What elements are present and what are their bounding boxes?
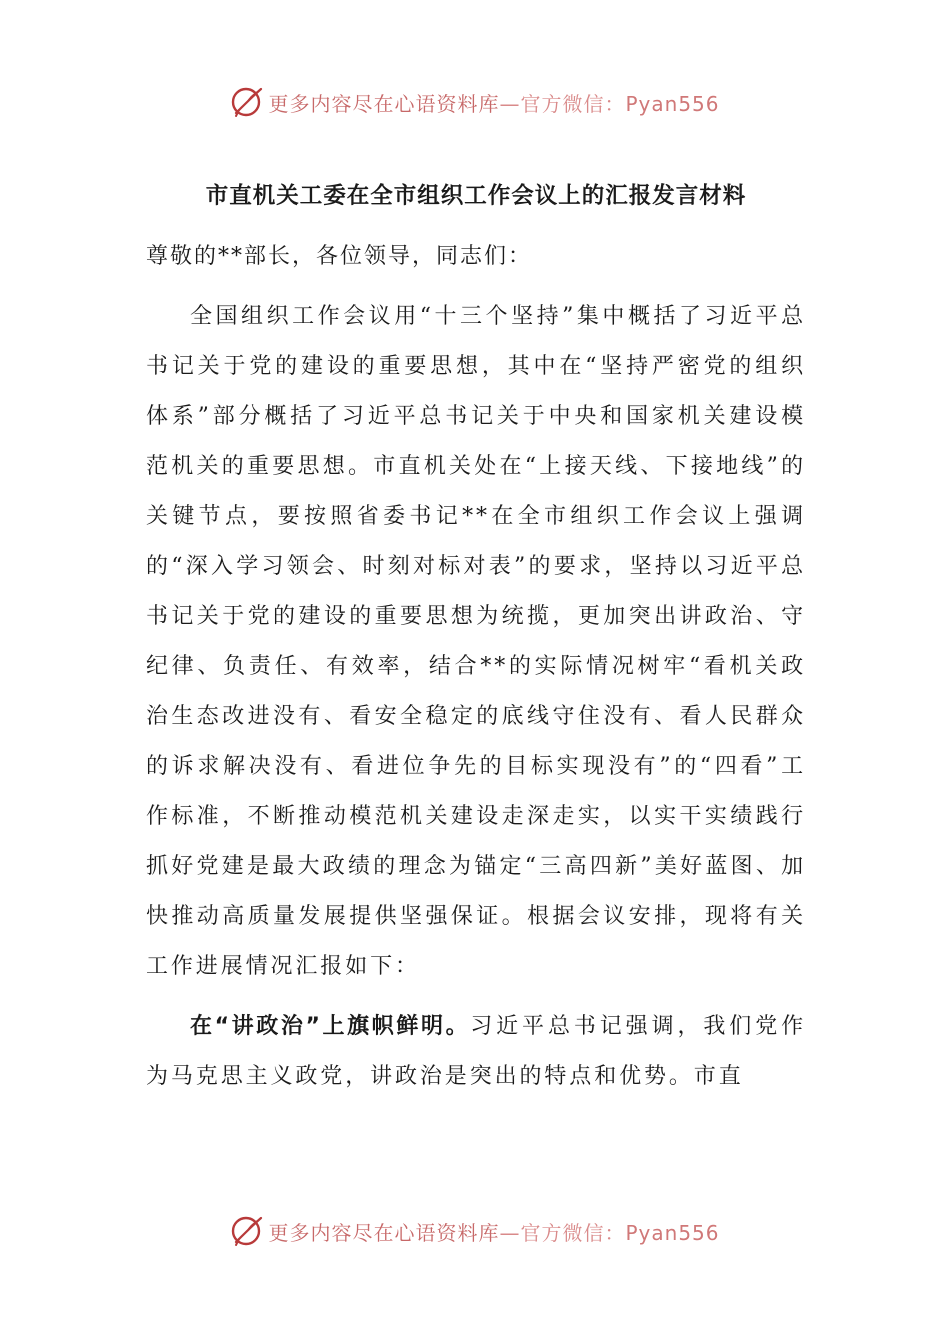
document-title: 市直机关工委在全市组织工作会议上的汇报发言材料 — [205, 183, 747, 209]
quill-pen-circle-icon — [230, 1214, 264, 1248]
watermark-brand: 更多内容尽在心语资料库 — [268, 1220, 500, 1245]
watermark-wechat-label: 官方微信： — [520, 1220, 626, 1245]
watermark-wechat-id: Pyan556 — [625, 1220, 720, 1245]
paragraph-1: 全国组织工作会议用“十三个坚持”集中概括了习近平总书记关于党的建设的重要思想，其中在“坚持严密党的组织体系”部分概括了习近平总书记关于中央和国家机关建设模范机关的重要思想。市直机关处在“上接天线、下接地线”的关键节点，要按照省委书记**在全市组织工作会议上强调的“深入学习领会、时刻对标对表”的要求，坚持以习近平总书记关于党的建设的重要思想为统揽，更加突出讲政治、守纪律、负责任、有效率，结合**的实际情况树牢“看机关政治生态改进没有、看安全稳定的底线守住没有、看人民群众的诉求解决没有、看进位争先的目标实现没有”的“四看”工作标准，不断推动模范机关建设走深走实，以实干实绩践行抓好党建是最大政绩的理念为锚定“三高四新”美好蓝图、加快推动高质量发展提供坚强保证。根据会议安排，现将有关工作进展情况汇报如下： — [146, 304, 806, 979]
watermark-separator: — — [499, 1220, 521, 1245]
paragraph-2 — [146, 1002, 806, 1102]
header-watermark-banner — [0, 80, 950, 124]
watermark-wechat-label: 官方微信： — [520, 91, 626, 116]
watermark-text — [268, 1217, 719, 1246]
watermark-separator: — — [499, 91, 521, 116]
document-body — [146, 172, 806, 1102]
watermark-wechat-id: Pyan556 — [625, 91, 720, 116]
watermark-text — [268, 88, 719, 117]
watermark-brand: 更多内容尽在心语资料库 — [268, 91, 500, 116]
paragraph-2-heading: 在“讲政治”上旗帜鲜明。 — [190, 1014, 471, 1039]
salutation: 尊敬的**部长，各位领导，同志们： — [146, 244, 533, 269]
footer-watermark-banner — [0, 1209, 950, 1253]
quill-pen-circle-icon — [230, 85, 264, 119]
paragraph-2-body: 习近平总书记强调，我们党作为马克思主义政党，讲政治是突出的特点和优势。市直 — [146, 1014, 807, 1089]
